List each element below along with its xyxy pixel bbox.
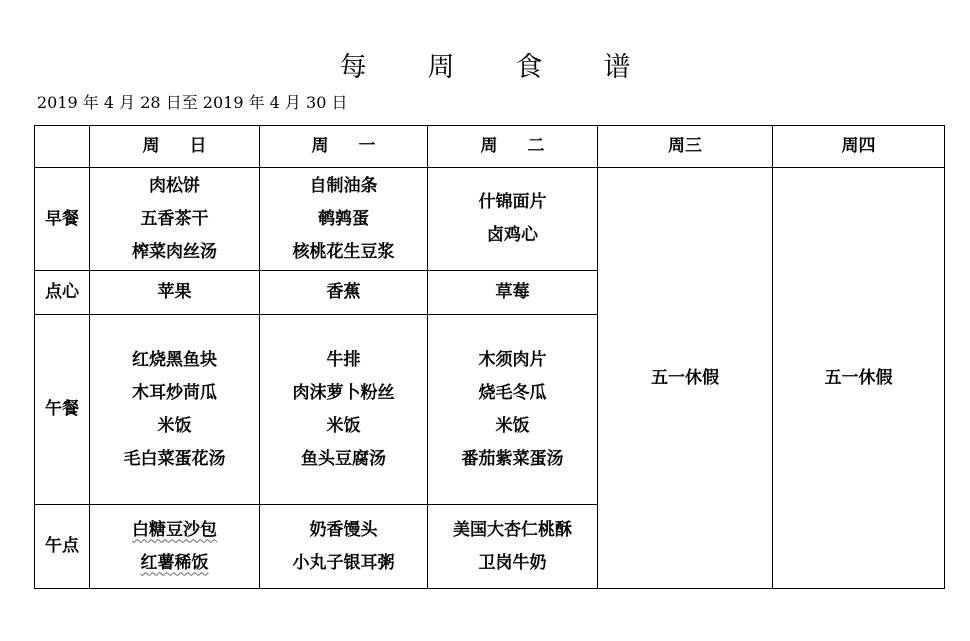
title-char: 食 — [515, 51, 543, 83]
header-tuesday: 周 二 — [428, 126, 598, 168]
afternoon-tuesday — [428, 505, 598, 589]
dish: 红烧黑鱼块 — [132, 349, 217, 370]
dish: 草莓 — [495, 282, 530, 302]
wednesday-holiday-cell: 五一休假 — [598, 168, 773, 589]
header-sunday: 周 日 — [90, 126, 260, 168]
afternoon-sunday — [90, 505, 260, 589]
header-thursday: 周四 — [773, 126, 945, 168]
dish: 自制油条 — [309, 175, 378, 196]
page-title — [0, 44, 970, 84]
dish: 什锦面片 — [478, 192, 547, 212]
snack-monday — [260, 271, 428, 315]
title-char: 谱 — [603, 51, 631, 83]
header-row — [35, 126, 945, 168]
dish: 鹌鹑蛋 — [318, 208, 369, 229]
dish: 香蕉 — [326, 282, 361, 302]
title-char: 周 — [427, 51, 455, 83]
spellcheck-underlined-text: 红薯稀饭 — [140, 552, 209, 573]
dish: 烧毛冬瓜 — [478, 382, 547, 403]
thursday-holiday-cell: 五一休假 — [773, 168, 945, 589]
dish: 毛白菜蛋花汤 — [123, 448, 226, 469]
breakfast-row — [35, 168, 945, 271]
dish: 肉沫萝卜粉丝 — [292, 382, 395, 403]
row-label-snack: 点心 — [35, 271, 90, 315]
row-label-lunch: 午餐 — [35, 315, 90, 505]
afternoon-monday — [260, 505, 428, 589]
dish: 米饭 — [495, 415, 530, 436]
dish — [90, 547, 259, 580]
dish: 美国大杏仁桃酥 — [453, 519, 572, 540]
dish — [90, 514, 259, 547]
dish: 奶香馒头 — [309, 519, 378, 540]
weekly-menu-table — [34, 125, 945, 589]
breakfast-monday — [260, 168, 428, 271]
header-monday: 周 一 — [260, 126, 428, 168]
lunch-sunday — [90, 315, 260, 505]
dish: 小丸子银耳粥 — [292, 552, 395, 573]
dish: 卫岗牛奶 — [478, 552, 547, 573]
corner-cell — [35, 126, 90, 168]
dish: 核桃花生豆浆 — [292, 241, 395, 262]
breakfast-sunday — [90, 168, 260, 271]
row-label-afternoon-snack: 午点 — [35, 505, 90, 589]
dish: 木须肉片 — [478, 349, 547, 370]
dish: 五香茶干 — [140, 208, 209, 229]
spellcheck-underlined-text: 白糖豆沙包 — [132, 519, 217, 540]
row-label-breakfast: 早餐 — [35, 168, 90, 271]
lunch-monday — [260, 315, 428, 505]
snack-tuesday — [428, 271, 598, 315]
header-wednesday: 周三 — [598, 126, 773, 168]
dish: 牛排 — [326, 349, 361, 370]
dish: 鱼头豆腐汤 — [301, 448, 386, 469]
dish: 米饭 — [157, 415, 192, 436]
dish: 番茄紫菜蛋汤 — [461, 448, 564, 469]
dish: 米饭 — [326, 415, 361, 436]
title-char: 每 — [339, 51, 367, 83]
dish: 榨菜肉丝汤 — [132, 241, 217, 262]
dish: 肉松饼 — [149, 175, 200, 196]
dish: 卤鸡心 — [487, 225, 538, 245]
lunch-tuesday — [428, 315, 598, 505]
snack-sunday — [90, 271, 260, 315]
breakfast-tuesday — [428, 168, 598, 271]
dish: 苹果 — [157, 282, 192, 302]
dish: 木耳炒苘瓜 — [132, 382, 217, 403]
date-range: 2019 年 4 月 28 日至 2019 年 4 月 30 日 — [37, 93, 348, 112]
